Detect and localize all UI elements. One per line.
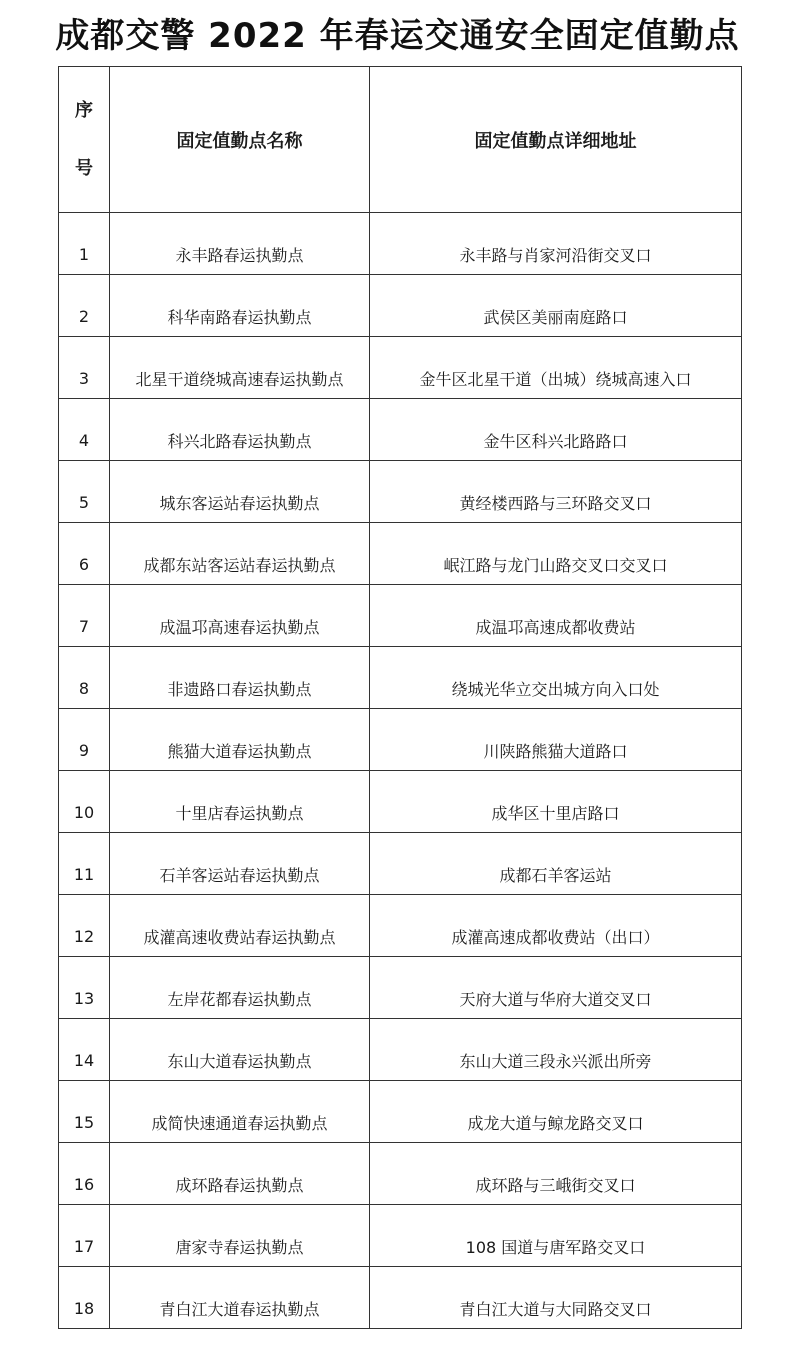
table-row [59,1267,742,1329]
table-row [59,1081,742,1143]
header-address: 固定值勤点详细地址 [370,67,742,213]
cell-name: 城东客运站春运执勤点 [110,461,370,523]
table-row [59,585,742,647]
table-row [59,647,742,709]
cell-index: 10 [59,771,110,833]
cell-address: 金牛区北星干道（出城）绕城高速入口 [370,337,742,399]
header-name: 固定值勤点名称 [110,67,370,213]
table-row [59,275,742,337]
cell-index: 18 [59,1267,110,1329]
table-row [59,461,742,523]
cell-address: 成都石羊客运站 [370,833,742,895]
cell-index: 11 [59,833,110,895]
page-title: 成都交警 2022 年春运交通安全固定值勤点 [55,16,740,56]
cell-index: 6 [59,523,110,585]
cell-address: 成华区十里店路口 [370,771,742,833]
cell-index: 3 [59,337,110,399]
table-row [59,709,742,771]
cell-index: 7 [59,585,110,647]
duty-points-table [58,66,742,1329]
cell-index: 8 [59,647,110,709]
cell-address: 天府大道与华府大道交叉口 [370,957,742,1019]
cell-index: 5 [59,461,110,523]
cell-index: 17 [59,1205,110,1267]
cell-address: 108 国道与唐军路交叉口 [370,1205,742,1267]
table-row [59,895,742,957]
cell-address: 成灌高速成都收费站（出口） [370,895,742,957]
cell-address: 金牛区科兴北路路口 [370,399,742,461]
cell-index: 2 [59,275,110,337]
cell-address: 成温邛高速成都收费站 [370,585,742,647]
table-row [59,957,742,1019]
cell-name: 成都东站客运站春运执勤点 [110,523,370,585]
cell-address: 东山大道三段永兴派出所旁 [370,1019,742,1081]
table-header-row [59,67,742,213]
cell-name: 左岸花都春运执勤点 [110,957,370,1019]
cell-index: 14 [59,1019,110,1081]
cell-name: 成灌高速收费站春运执勤点 [110,895,370,957]
table-row [59,1143,742,1205]
header-index-line2: 号 [75,157,93,179]
cell-address: 青白江大道与大同路交叉口 [370,1267,742,1329]
cell-index: 13 [59,957,110,1019]
cell-name: 科兴北路春运执勤点 [110,399,370,461]
cell-address: 岷江路与龙门山路交叉口交叉口 [370,523,742,585]
cell-name: 非遗路口春运执勤点 [110,647,370,709]
cell-address: 川陕路熊猫大道路口 [370,709,742,771]
cell-index: 12 [59,895,110,957]
cell-address: 永丰路与肖家河沿街交叉口 [370,213,742,275]
table-row [59,771,742,833]
cell-name: 成温邛高速春运执勤点 [110,585,370,647]
cell-name: 成环路春运执勤点 [110,1143,370,1205]
cell-address: 黄经楼西路与三环路交叉口 [370,461,742,523]
table-row [59,213,742,275]
cell-index: 1 [59,213,110,275]
table-row [59,523,742,585]
cell-name: 科华南路春运执勤点 [110,275,370,337]
cell-name: 北星干道绕城高速春运执勤点 [110,337,370,399]
table-row [59,1205,742,1267]
cell-name: 东山大道春运执勤点 [110,1019,370,1081]
cell-address: 武侯区美丽南庭路口 [370,275,742,337]
cell-name: 成简快速通道春运执勤点 [110,1081,370,1143]
cell-address: 成环路与三峨街交叉口 [370,1143,742,1205]
header-index-line1: 序 [75,99,93,121]
header-index [59,67,110,213]
cell-name: 石羊客运站春运执勤点 [110,833,370,895]
cell-name: 熊猫大道春运执勤点 [110,709,370,771]
cell-address: 成龙大道与鲸龙路交叉口 [370,1081,742,1143]
cell-index: 16 [59,1143,110,1205]
cell-index: 4 [59,399,110,461]
cell-name: 唐家寺春运执勤点 [110,1205,370,1267]
table-row [59,1019,742,1081]
cell-address: 绕城光华立交出城方向入口处 [370,647,742,709]
cell-index: 15 [59,1081,110,1143]
cell-name: 永丰路春运执勤点 [110,213,370,275]
table-row [59,833,742,895]
cell-index: 9 [59,709,110,771]
cell-name: 十里店春运执勤点 [110,771,370,833]
cell-name: 青白江大道春运执勤点 [110,1267,370,1329]
table-row [59,399,742,461]
table-row [59,337,742,399]
